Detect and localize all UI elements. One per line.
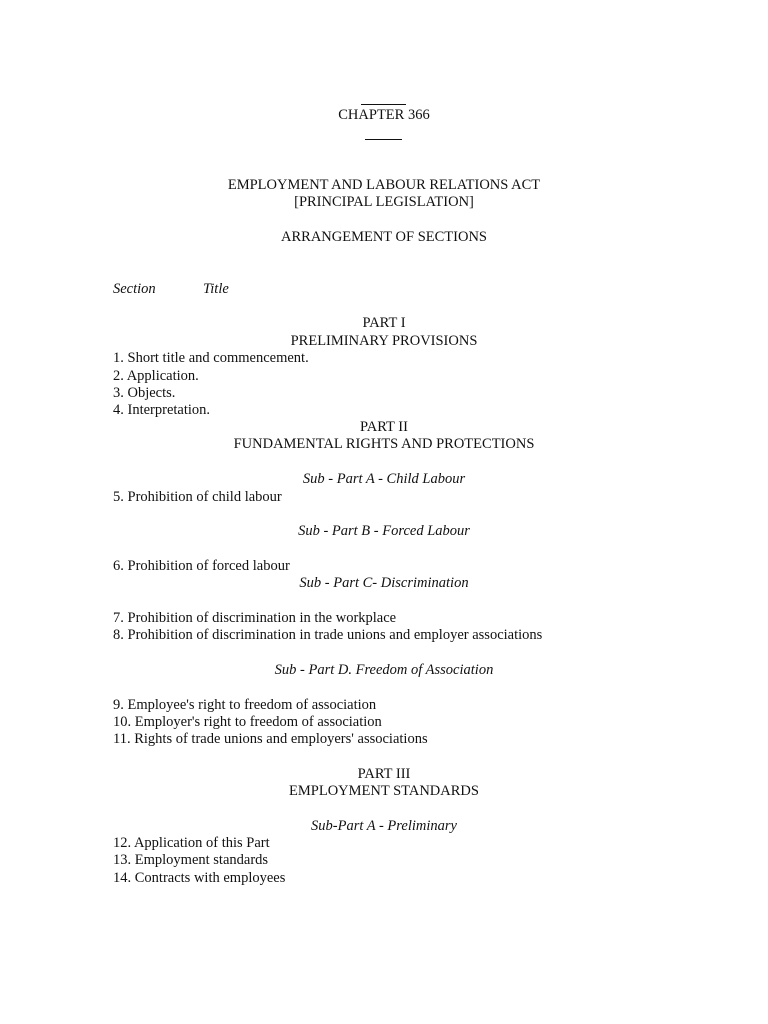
section-item: 9. Employee's right to freedom of association (113, 697, 377, 713)
section-item: 4. Interpretation. (113, 402, 211, 418)
section-item: 2. Application. (113, 368, 199, 384)
act-title: EMPLOYMENT AND LABOUR RELATIONS ACT (227, 177, 541, 193)
section-item: 3. Objects. (113, 385, 176, 401)
part-1-label: PART I (362, 315, 406, 331)
section-item: 11. Rights of trade unions and employers' associations (113, 731, 428, 747)
section-item: 14. Contracts with employees (113, 870, 286, 886)
section-item: 12. Application of this Part (113, 835, 270, 851)
part-2-label: PART II (360, 419, 408, 435)
part-2-title: FUNDAMENTAL RIGHTS AND PROTECTIONS (233, 436, 535, 452)
section-item: 6. Prohibition of forced labour (113, 558, 290, 574)
section-item: 5. Prohibition of child labour (113, 489, 282, 505)
sub-part-heading: Sub - Part B - Forced Labour (298, 523, 470, 539)
section-item: 1. Short title and commencement. (113, 350, 309, 366)
sub-part-heading: Sub - Part C- Discrimination (299, 575, 469, 591)
bottom-rule (365, 139, 402, 140)
top-rule (361, 104, 406, 105)
sub-part-heading: Sub - Part D. Freedom of Association (274, 662, 494, 678)
part-3-label: PART III (357, 766, 411, 782)
section-item: 7. Prohibition of discrimination in the workplace (113, 610, 397, 626)
arrangement-heading: ARRANGEMENT OF SECTIONS (281, 229, 487, 245)
part-3-title: EMPLOYMENT STANDARDS (289, 783, 479, 799)
sub-part-heading: Sub-Part A - Preliminary (311, 818, 457, 834)
section-item: 10. Employer's right to freedom of association (113, 714, 382, 730)
sub-part-heading: Sub - Part A - Child Labour (302, 471, 466, 487)
section-item: 8. Prohibition of discrimination in trade unions and employer associations (113, 627, 543, 643)
section-item: 13. Employment standards (113, 852, 269, 868)
chapter-heading: CHAPTER 366 (338, 107, 430, 123)
column-header-title: Title (203, 281, 229, 297)
legislation-type: [PRINCIPAL LEGISLATION] (294, 194, 474, 210)
column-header-section: Section (113, 281, 156, 297)
part-1-title: PRELIMINARY PROVISIONS (290, 333, 478, 349)
